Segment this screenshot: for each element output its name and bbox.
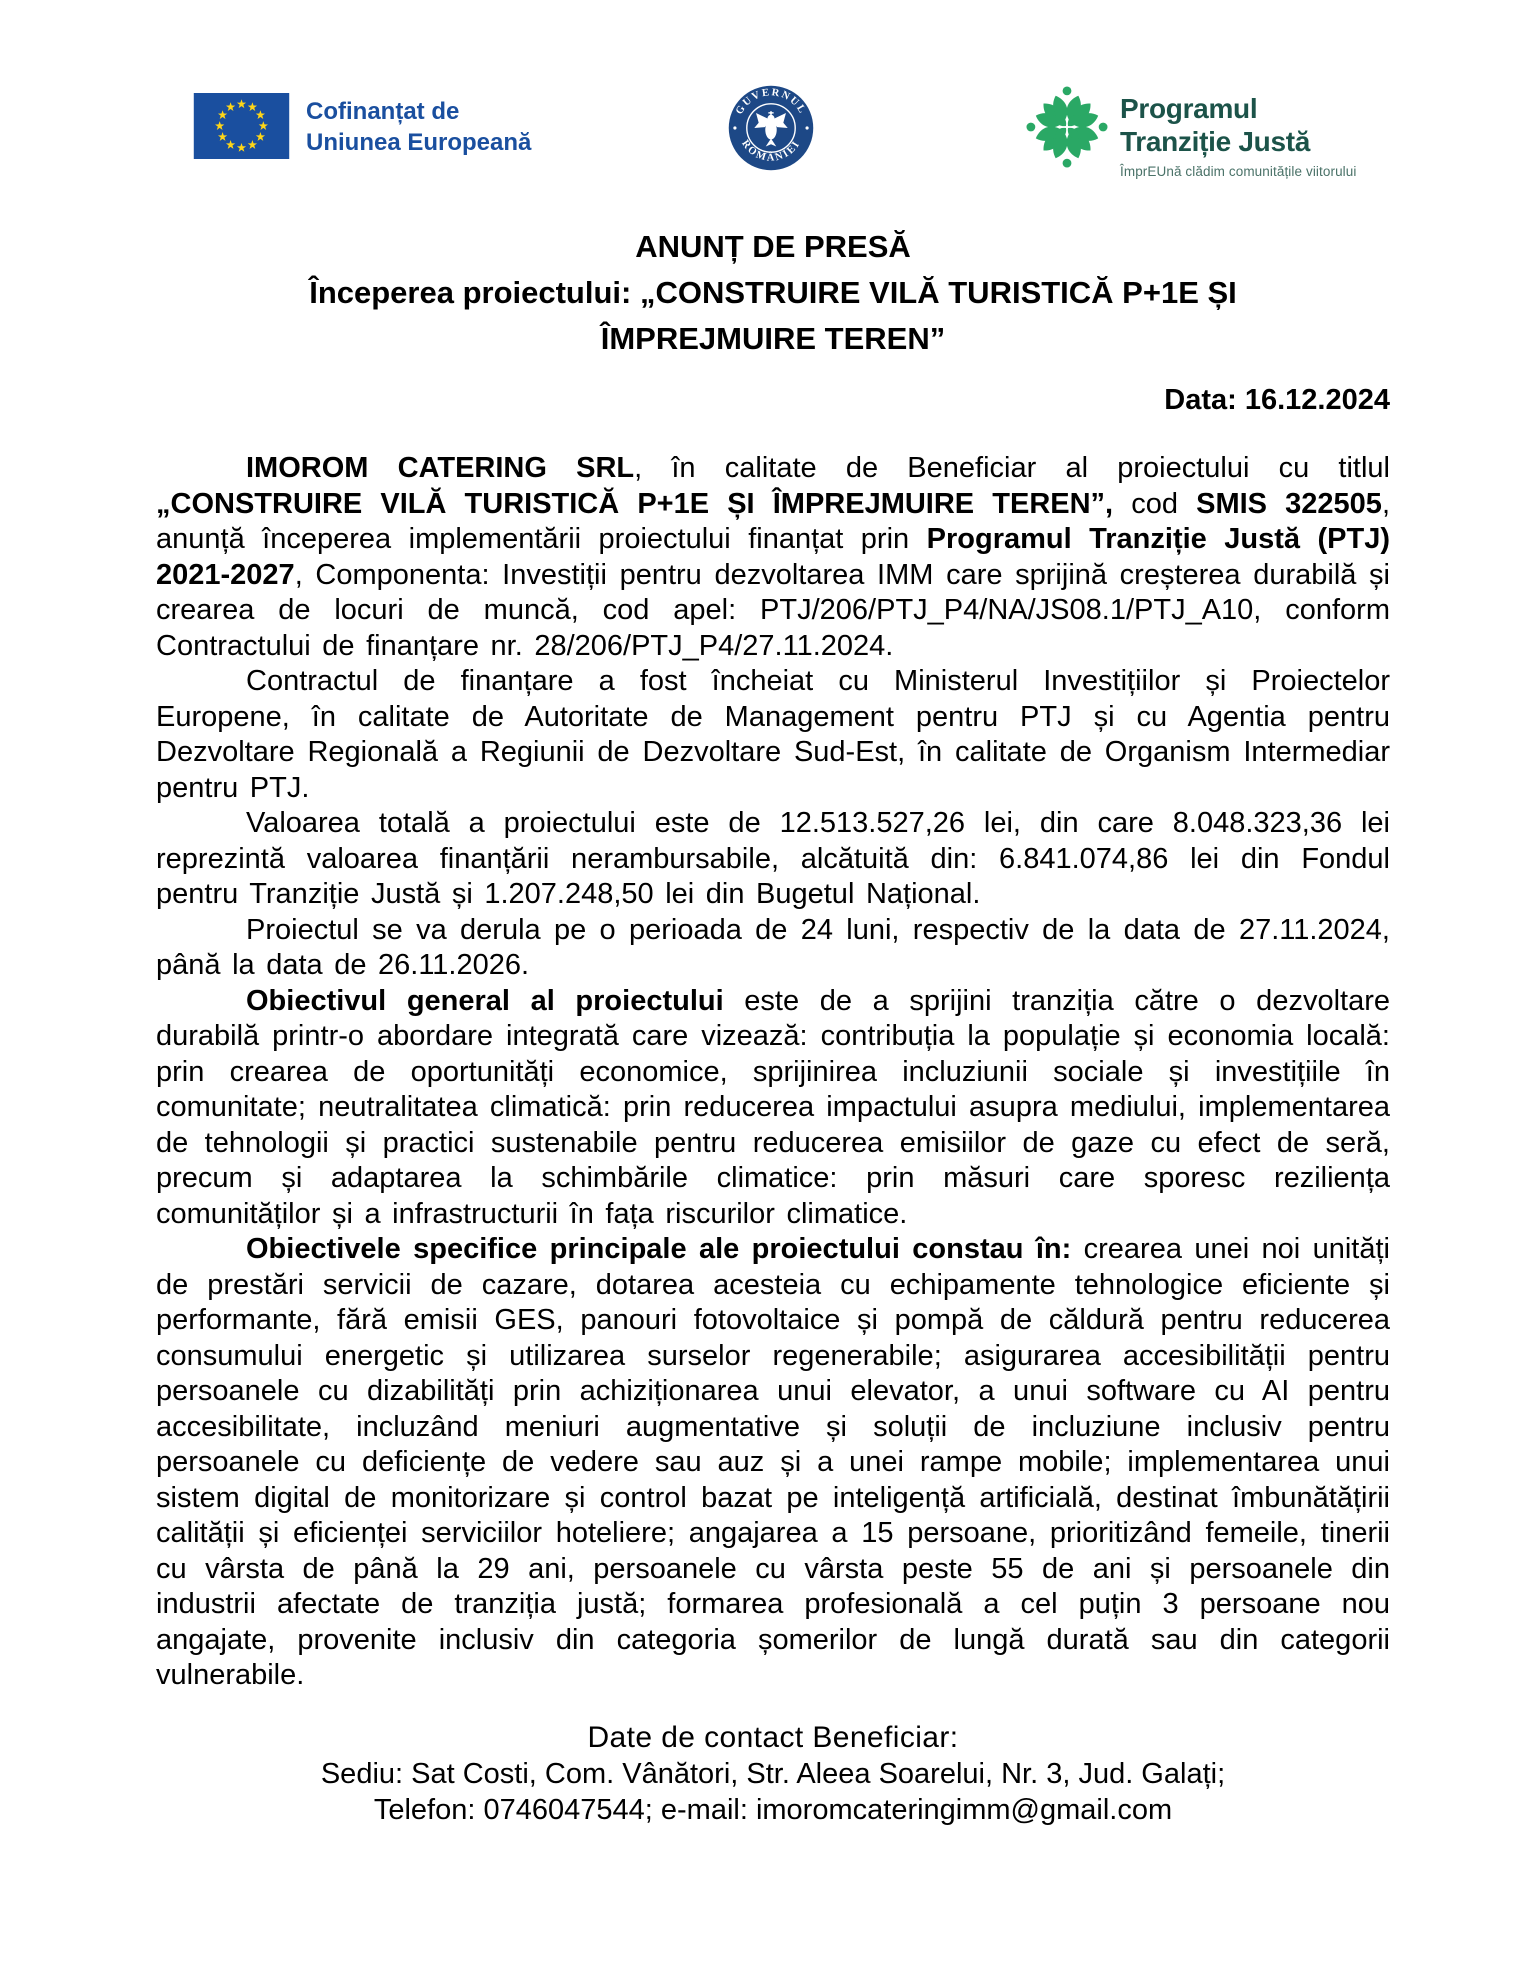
text-run: crearea unei noi unități de prestări servicii de cazare, dotarea acesteia cu echipamente tehnologice eficiente și performante, fără emisii GES, panouri fotovoltaice și pompă de căldură pentru reducerea consumului energetic și utilizarea surselor regenerabile; asigurarea accesibilității pentru persoanele cu dizabilități prin achiziționarea unui elevator, a unui software cu AI pentru accesibilitate, incluzând meniuri augmentative și soluții de incluziune inclusiv pentru persoanele cu deficiențe de vedere sau auz și a unei rampe mobile; implementarea unui sistem digital de monitorizare și control bazat pe inteligență artificială, destinat îmbunătățirii calității și eficienței serviciilor hoteliere; angajarea a 15 persoane, prioritizând femeile, tinerii cu vârsta de până la 29 ani, persoanele cu vârsta peste 55 de ani și persoanele din industrii afectate de tranziția justă; formarea profesională a cel puțin 3 persoane nou angajate, provenite inclusiv din categoria șomerilor de lungă durată sau din categorii vulnerabile. bbox=[156, 1233, 1390, 1691]
text-run: Proiectul se va derula pe o perioada de 24 luni, respectiv de la data de 27.11.2024, până la data de 26.11.2026. bbox=[156, 913, 1390, 981]
paragraph bbox=[156, 806, 1390, 913]
paragraph bbox=[156, 1232, 1390, 1694]
date-line: Data: 16.12.2024 bbox=[1164, 384, 1390, 416]
ptj-logo-text bbox=[1120, 92, 1357, 179]
ptj-title-line1: Programul bbox=[1120, 93, 1258, 124]
eu-logo-text-line2: Uniunea Europeană bbox=[306, 129, 532, 156]
ptj-program-logo bbox=[1026, 80, 1357, 179]
ptj-title bbox=[1120, 92, 1357, 158]
contact-address: Sediu: Sat Costi, Com. Vânători, Str. Aleea Soarelui, Nr. 3, Jud. Galați; bbox=[320, 1757, 1226, 1790]
bold-run: „CONSTRUIRE VILĂ TURISTICĂ P+1E ȘI ÎMPREJMUIRE TEREN”, bbox=[156, 487, 1114, 520]
title-line3: ÎMPREJMUIRE TEREN” bbox=[600, 321, 946, 356]
title-line1: ANUNȚ DE PRESĂ bbox=[635, 229, 911, 264]
contact-phone-email: Telefon: 0746047544; e-mail: imoromcateringimm@gmail.com bbox=[373, 1793, 1173, 1826]
body-paragraphs bbox=[156, 451, 1390, 1694]
text-run: Valoarea totală a proiectului este de 12.513.527,26 lei, din care 8.048.323,36 lei reprezintă valoarea finanțării nerambursabile, alcătuită din: 6.841.074,86 lei din Fondul pentru Tranziție Justă și 1.207.248,50 lei din Bugetul Național. bbox=[156, 807, 1390, 910]
text-run: este de a sprijini tranziția către o dezvoltare durabilă printr-o abordare integrată care vizează: contribuția la populație și economia locală: prin crearea de oportunități economice, sprijinirea incluziunii sociale și investițiile în comunitate; neutralitatea climatică: prin reducerea impactului asupra mediului, implementarea de tehnologii și practici sustenabile pentru reducerea emisiilor de gaze cu efect de seră, precum și adaptarea la schimbările climatice: prin măsuri care sporesc reziliența comunităților și a infrastructurii în fața riscurilor climatice. bbox=[156, 984, 1390, 1230]
eu-flag-icon bbox=[193, 93, 290, 159]
document-title bbox=[156, 224, 1390, 362]
ptj-title-line2: Tranziție Justă bbox=[1120, 126, 1311, 157]
document-content bbox=[156, 224, 1390, 1828]
paragraph bbox=[156, 913, 1390, 984]
gov-romania-logo bbox=[727, 84, 815, 177]
ptj-flower-icon bbox=[1026, 86, 1108, 168]
eu-cofunding-logo bbox=[193, 93, 531, 159]
text-run: cod bbox=[1113, 487, 1197, 520]
gov-seal-icon bbox=[727, 84, 815, 172]
paragraph bbox=[156, 984, 1390, 1233]
contact-block bbox=[156, 1720, 1390, 1828]
gov-seal-top-text: GUVERNUL bbox=[733, 87, 809, 117]
text-run: , anunță începerea implementării proiectului finanțat prin bbox=[156, 487, 1390, 555]
bold-run: Obiectivul general al proiectului bbox=[246, 984, 724, 1017]
text-run: , Componenta: Investiții pentru dezvoltarea IMM care sprijină creșterea durabilă și crearea de locuri de muncă, cod apel: PTJ/206/PTJ_P4/NA/JS08.1/PTJ_A10, conform Contractului de finanțare nr. 28/206/PTJ_P4/27.11.2024. bbox=[156, 558, 1390, 662]
contact-heading: Date de contact Beneficiar: bbox=[587, 1720, 959, 1754]
eu-logo-text-line1: Cofinanțat de bbox=[306, 98, 460, 125]
bold-run: IMOROM CATERING SRL bbox=[246, 452, 635, 484]
ptj-flower-petals bbox=[1026, 86, 1107, 167]
paragraph bbox=[156, 451, 1390, 664]
bold-run: SMIS 322505 bbox=[1196, 487, 1382, 520]
bold-run: Programul Tranziție Justă (PTJ) 2021-2027 bbox=[156, 523, 1390, 591]
title-line2: Începerea proiectului: „CONSTRUIRE VILĂ TURISTICĂ P+1E ȘI bbox=[309, 275, 1237, 310]
gov-seal-bottom-text: ROMÂNIEI bbox=[739, 138, 803, 164]
ptj-tagline: ÎmprEUnă clădim comunitățile viitorului bbox=[1120, 164, 1357, 179]
eu-logo-text bbox=[306, 96, 531, 158]
paragraph bbox=[156, 664, 1390, 806]
text-run: , în calitate de Beneficiar al proiectului cu titlul bbox=[634, 452, 1390, 484]
text-run: Contractul de finanțare a fost încheiat cu Ministerul Investițiilor și Proiectelor Europene, în calitate de Autoritate de Management pentru PTJ și cu Agentia pentru Dezvoltare Regională a Regiunii de Dezvoltare Sud-Est, în calitate de Organism Intermediar pentru PTJ. bbox=[156, 665, 1390, 804]
bold-run: Obiectivele specifice principale ale proiectului constau în: bbox=[246, 1233, 1072, 1265]
